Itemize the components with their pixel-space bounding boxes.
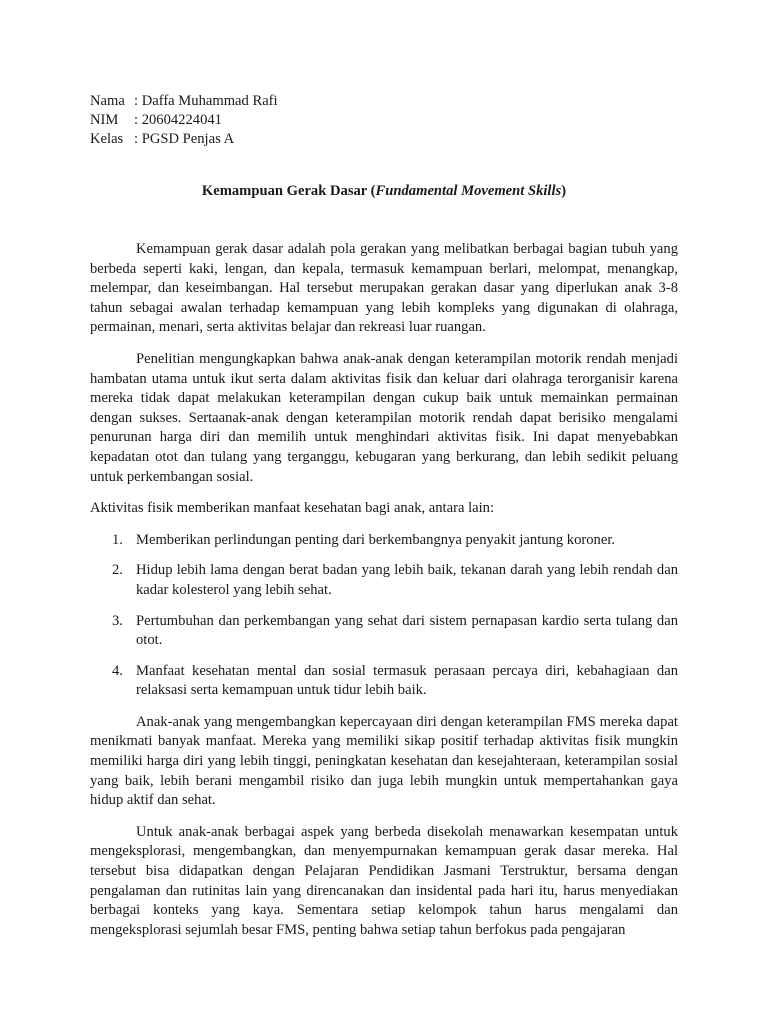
list-number: 1.: [112, 531, 123, 548]
name-value: : Daffa Muhammad Rafi: [134, 93, 278, 109]
paragraph-1: Kemampuan gerak dasar adalah pola gerakan yang melibatkan berbagai bagian tubuh yang berbeda seperti kaki, lengan, dan kepala, termasuk kemampuan berlari, melompat, menangkap, melempar, dan keseimbangan. Hal tersebut merupakan gerakan dasar yang diperlukan anak 3-8 tahun sebagai awalan terhadap kemampuan yang lebih kompleks yang digunakan di olahraga, permainan, menari, serta aktivitas belajar dan rekreasi luar ruangan.: [90, 241, 678, 336]
document-body: [90, 240, 678, 952]
list-item: [90, 531, 678, 551]
list-text: Hidup lebih lama dengan berat badan yang lebih baik, tekanan darah yang lebih rendah dan kadar kolesterol yang lebih sehat.: [136, 562, 678, 598]
name-label: Nama: [90, 93, 125, 109]
nim-label: NIM: [90, 112, 119, 128]
paragraph-2: Penelitian mengungkapkan bahwa anak-anak dengan keterampilan motorik rendah menjadi hambatan utama untuk ikut serta dalam aktivitas fisik dan keluar dari olahraga terorganisir karena mereka tidak dapat melakukan keterampilan dengan cukup baik untuk memainkan permainan dengan sukses. Sertaanak-anak dengan keterampilan motorik rendah dapat berisiko mengalami penurunan harga diri dan memilih untuk menghindari aktivitas fisik. Ini dapat menyebabkan kepadatan otot dan tulang yang terganggu, kebugaran yang berkurang, dan lebih sedikit peluang untuk perkembangan sosial.: [90, 350, 678, 485]
nim-row: [90, 111, 278, 130]
name-row: [90, 92, 278, 111]
paragraph-3: Aktivitas fisik memberikan manfaat kesehatan bagi anak, antara lain:: [90, 500, 495, 517]
document-title: [90, 181, 678, 201]
list-text: Pertumbuhan dan perkembangan yang sehat dari sistem pernapasan kardio serta tulang dan otot.: [136, 612, 678, 649]
title-close: ): [561, 183, 567, 199]
student-info: [90, 92, 278, 149]
title-italic: Fundamental Movement Skills: [375, 183, 562, 199]
paragraph-5: Untuk anak-anak berbagai aspek yang berbeda disekolah menawarkan kesempatan untuk mengeksplorasi, mengembangkan, dan menyempurnakan kemampuan gerak dasar mereka. Hal tersebut bisa didapatkan dengan Pelajaran Pendidikan Jasmani Terstruktur, bersama dengan pengalaman dan rutinitas lain yang direncanakan dan insidental pada hari itu, harus menyediakan berbagai konteks yang kaya. Sementara setiap kelompok tahun harus mengalami dan mengeksplorasi sejumlah besar FMS, penting bahwa setiap tahun berfokus pada pengajaran: [90, 823, 678, 938]
class-row: [90, 130, 278, 149]
nim-value: : 20604224041: [134, 112, 222, 128]
list-item: [90, 612, 678, 651]
list-number: 2.: [112, 562, 123, 579]
list-number: 3.: [112, 612, 123, 629]
paragraph-4: Anak-anak yang mengembangkan kepercayaan diri dengan keterampilan FMS mereka dapat menikmati banyak manfaat. Mereka yang memiliki sikap positif terhadap aktivitas fisik mungkin memiliki harga diri yang lebih tinggi, peningkatan kesehatan dan kesejahteraan, keterampilan sosial yang baik, lebih berani mengambil risiko dan juga lebih mungkin untuk mempertahankan gaya hidup aktif dan sehat.: [90, 713, 678, 809]
class-label: Kelas: [90, 131, 124, 147]
list-item: [90, 662, 678, 701]
list-text: Manfaat kesehatan mental dan sosial termasuk perasaan percaya diri, kebahagiaan dan relaksasi serta kemampuan untuk tidur lebih baik.: [136, 662, 678, 699]
title-main: Kemampuan Gerak Dasar (: [201, 183, 376, 199]
list-text: Memberikan perlindungan penting dari berkembangnya penyakit jantung koroner.: [136, 531, 616, 548]
benefits-list: [90, 531, 678, 701]
list-item: [90, 561, 678, 600]
class-value: : PGSD Penjas A: [134, 131, 235, 147]
list-number: 4.: [112, 662, 123, 679]
